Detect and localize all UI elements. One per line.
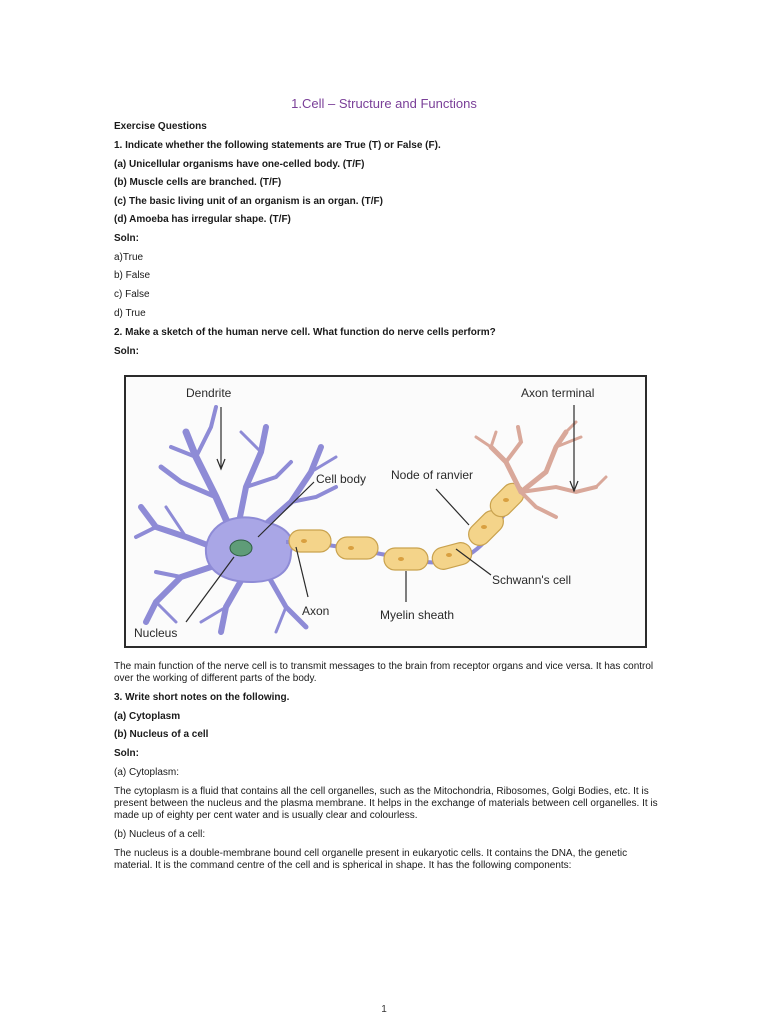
page-title: 1.Cell – Structure and Functions <box>291 96 477 111</box>
q2-answer: The main function of the nerve cell is to transmit messages to the brain from receptor organs and vice versa. It has control over the working of different parts of the body. <box>114 661 654 684</box>
nucleus <box>230 540 252 556</box>
q3-soln-label: Soln: <box>114 748 139 759</box>
label-axon: Axon <box>302 604 330 618</box>
q1-option-a: (a) Unicellular organisms have one-celled body. (T/F) <box>114 159 365 170</box>
q3-option-b: (b) Nucleus of a cell <box>114 729 209 740</box>
cytoplasm-heading: (a) Cytoplasm: <box>114 767 180 778</box>
label-myelin-sheath: Myelin sheath <box>380 608 455 622</box>
q3-question: 3. Write short notes on the following. <box>114 692 290 703</box>
label-cell-body: Cell body <box>316 472 367 486</box>
q1-option-c: (c) The basic living unit of an organism is an organ. (T/F) <box>114 196 383 207</box>
nucleus-heading: (b) Nucleus of a cell: <box>114 829 206 840</box>
exercise-heading: Exercise Questions <box>114 121 207 132</box>
q3-option-a: (a) Cytoplasm <box>114 711 181 722</box>
label-node-of-ranvier: Node of ranvier <box>391 468 474 482</box>
q1-answer-c: c) False <box>114 289 150 300</box>
cytoplasm-text: The cytoplasm is a fluid that contains all the cell organelles, such as the Mitochondria, Ribosomes, Golgi Bodies, etc. It is present between the nucleus and the plasma membrane. It helps in the exchange of materials between cell organelles. It is made up of eighty per cent water and is usually clear and colourless. <box>114 786 658 821</box>
label-axon-terminal: Axon terminal <box>521 386 595 400</box>
nerve-cell-svg <box>126 377 645 646</box>
q1-answer-b: b) False <box>114 270 151 281</box>
q2-soln-label: Soln: <box>114 346 139 357</box>
page-number: 1 <box>381 1004 387 1015</box>
q2-question: 2. Make a sketch of the human nerve cell. What function do nerve cells perform? <box>114 327 496 338</box>
q1-option-b: (b) Muscle cells are branched. (T/F) <box>114 177 282 188</box>
label-dendrite: Dendrite <box>186 386 232 400</box>
q1-option-d: (d) Amoeba has irregular shape. (T/F) <box>114 214 291 225</box>
q1-soln-label: Soln: <box>114 233 139 244</box>
label-schwanns-cell: Schwann's cell <box>492 573 571 587</box>
nerve-cell-diagram <box>124 375 647 648</box>
nucleus-text: The nucleus is a double-membrane bound cell organelle present in eukaryotic cells. It contains the DNA, the genetic material. It is the command centre of the cell and is spherical in shape. It has the following components: <box>114 848 628 871</box>
q1-question: 1. Indicate whether the following statements are True (T) or False (F). <box>114 140 441 151</box>
label-nucleus: Nucleus <box>134 626 178 640</box>
q1-answer-d: d) True <box>114 308 146 319</box>
q1-answer-a: a)True <box>114 252 144 263</box>
